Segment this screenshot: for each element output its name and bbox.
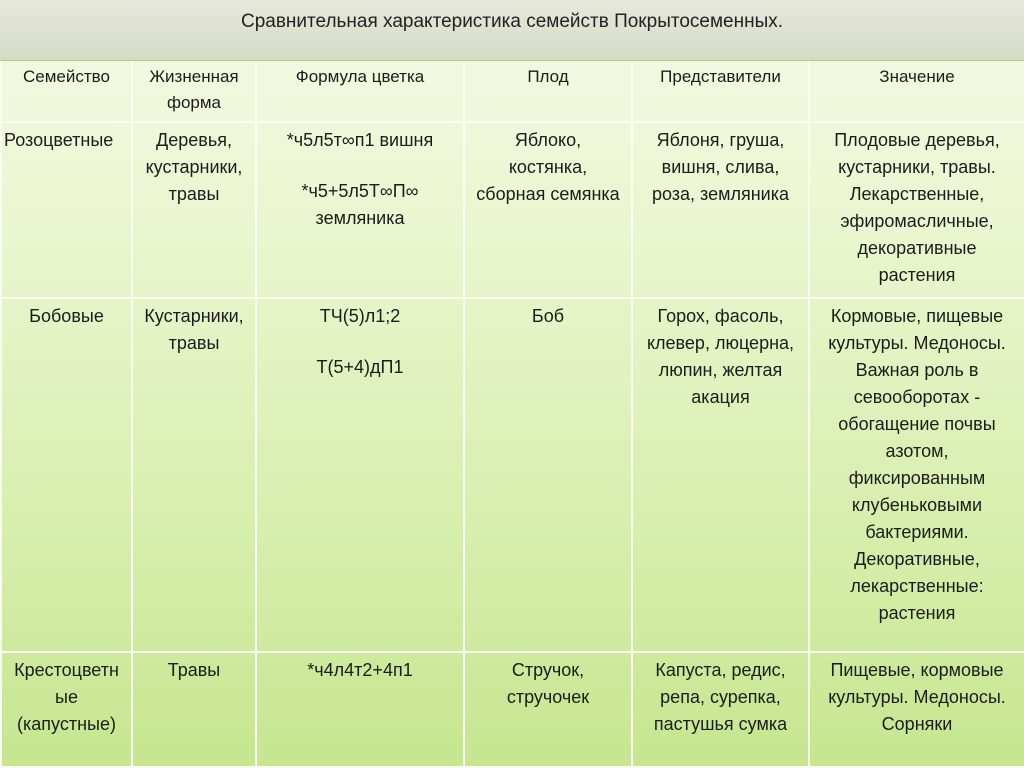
cell-line: бактериями.	[865, 522, 969, 542]
cell-line: ТЧ(5)л1;2	[319, 306, 401, 326]
cell-line: Декоративные,	[854, 549, 980, 569]
cell-line: фиксированным	[848, 468, 986, 488]
cell-line: акация	[691, 387, 750, 407]
cell-line: клевер, люцерна,	[646, 333, 795, 353]
header-life-form-line: форма	[166, 93, 222, 112]
header-life-form-line: Жизненная	[149, 67, 239, 86]
cell-line: кустарники, травы.	[838, 157, 996, 177]
cell-fruit	[464, 298, 632, 652]
formula-2	[259, 354, 461, 381]
formula-2	[259, 178, 461, 232]
cell-line: Горох, фасоль,	[657, 306, 784, 326]
cell-line: Лекарственные,	[849, 184, 985, 204]
cell-line: обогащение почвы	[838, 414, 996, 434]
cell-formula	[256, 298, 464, 652]
cell-line: азотом,	[885, 441, 949, 461]
cell-line: растения	[878, 265, 956, 285]
cell-line: клубеньковыми	[851, 495, 983, 515]
cell-line: Стручок,	[511, 660, 585, 680]
formula-gap	[259, 154, 461, 178]
cell-line: культуры. Медоносы.	[828, 687, 1006, 707]
cell-line: культуры. Медоносы.	[828, 333, 1006, 353]
cell-fruit	[464, 652, 632, 767]
cell-representatives	[632, 652, 809, 767]
cell-line: роза, земляника	[651, 184, 790, 204]
formula-1	[259, 657, 461, 684]
cell-line: декоративные	[857, 238, 977, 258]
cell-line: Боб	[531, 306, 565, 326]
cell-life-form	[132, 122, 256, 298]
header-fruit: Плод	[464, 61, 632, 122]
cell-line: земляника	[315, 208, 405, 228]
cell-line: Пищевые, кормовые	[830, 660, 1004, 680]
formula-gap	[259, 330, 461, 354]
cell-line: Яблоня, груша,	[656, 130, 785, 150]
cell-line: Травы	[167, 660, 221, 680]
cell-life-form	[132, 652, 256, 767]
cell-line: растения	[878, 603, 956, 623]
cell-significance	[809, 298, 1024, 652]
cell-line: стручочек	[506, 687, 590, 707]
cell-line: (капустные)	[17, 714, 116, 734]
cell-line: люпин, желтая	[658, 360, 783, 380]
cell-line: Капуста, редис,	[655, 660, 786, 680]
cell-line: Кормовые, пищевые	[830, 306, 1004, 326]
title-bar	[0, 0, 1024, 61]
cell-line: ые	[55, 687, 78, 707]
cell-line: костянка,	[508, 157, 588, 177]
cell-formula	[256, 652, 464, 767]
cell-line: вишня, слива,	[661, 157, 780, 177]
cell-line: травы	[168, 184, 220, 204]
table-row	[1, 122, 1024, 298]
cell-significance	[809, 122, 1024, 298]
header-significance: Значение	[809, 61, 1024, 122]
cell-line: Кустарники,	[144, 306, 244, 326]
cell-formula	[256, 122, 464, 298]
cell-line: Т(5+4)дП1	[316, 357, 404, 377]
cell-line: Яблоко,	[514, 130, 582, 150]
families-table	[0, 61, 1024, 768]
formula-1	[259, 303, 461, 330]
cell-representatives	[632, 298, 809, 652]
cell-line: *ч5л5т∞п1 вишня	[286, 130, 434, 150]
cell-line: Крестоцветн	[14, 660, 119, 680]
table-row	[1, 652, 1024, 767]
cell-line: севооборотах -	[853, 387, 981, 407]
cell-line: эфиромасличные,	[840, 211, 994, 231]
cell-family: Бобовые	[1, 298, 132, 652]
table-row	[1, 298, 1024, 652]
cell-line: Деревья,	[156, 130, 232, 150]
formula-1	[259, 127, 461, 154]
cell-line: травы	[168, 333, 220, 353]
cell-life-form	[132, 298, 256, 652]
header-representatives: Представители	[632, 61, 809, 122]
cell-line: *ч4л4т2+4п1	[307, 660, 413, 680]
cell-fruit	[464, 122, 632, 298]
header-family: Семейство	[1, 61, 132, 122]
header-life-form	[132, 61, 256, 122]
cell-line: сборная семянка	[476, 184, 620, 204]
cell-line: Важная роль в	[855, 360, 979, 380]
cell-line: лекарственные:	[850, 576, 984, 596]
cell-line: пастушья сумка	[653, 714, 788, 734]
cell-line: Сорняки	[881, 714, 953, 734]
cell-line: *ч5+5л5Т∞П∞	[301, 181, 419, 201]
cell-line: Плодовые деревья,	[834, 130, 1000, 150]
cell-representatives	[632, 122, 809, 298]
table-header-row	[1, 61, 1024, 122]
cell-line: кустарники,	[145, 157, 243, 177]
cell-family	[1, 652, 132, 767]
slide-title: Сравнительная характеристика семейств Покрытосеменных.	[240, 11, 784, 32]
header-formula: Формула цветка	[256, 61, 464, 122]
cell-significance	[809, 652, 1024, 767]
cell-family: Розоцветные	[1, 122, 132, 298]
cell-line: репа, сурепка,	[660, 687, 781, 707]
